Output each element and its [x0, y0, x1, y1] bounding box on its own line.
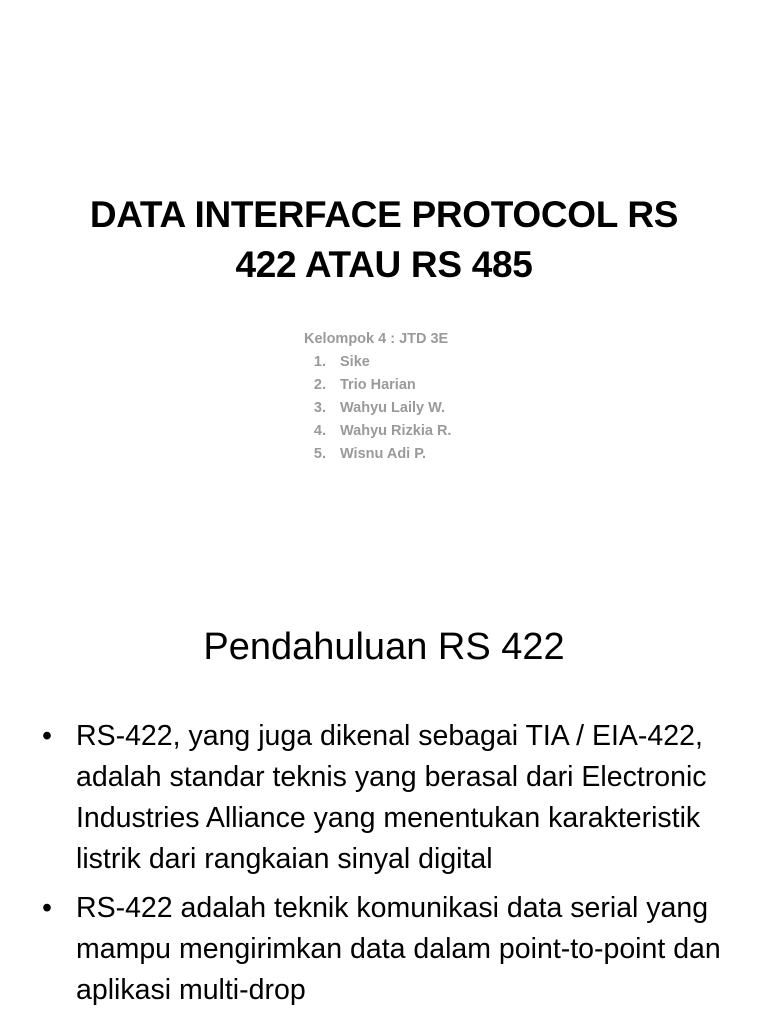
group-label: Kelompok 4 : JTD 3E	[304, 331, 449, 347]
member-number: 3.	[313, 400, 326, 416]
bullet-marker: •	[42, 720, 52, 752]
list-item	[300, 443, 560, 466]
member-number: 2.	[313, 377, 326, 393]
bullet-item	[36, 888, 736, 1011]
slide-title	[40, 190, 728, 290]
member-name: Wahyu Laily W.	[340, 400, 446, 416]
group-info	[300, 328, 560, 466]
content-slide	[0, 590, 768, 1024]
bullet-text: RS-422, yang juga dikenal sebagai TIA / EIA-422, adalah standar teknis yang berasal dari Electronic Industries Alliance yang menentukan karakteristik listrik dari rangkaian sinyal digital	[76, 720, 707, 875]
member-list	[300, 351, 560, 466]
list-item	[300, 397, 560, 420]
list-item	[300, 374, 560, 397]
member-number: 5.	[313, 446, 326, 462]
member-name: Wisnu Adi P.	[340, 446, 427, 462]
member-name: Sike	[340, 354, 370, 370]
member-name: Trio Harian	[340, 377, 416, 393]
member-number: 1.	[313, 354, 326, 370]
list-item	[300, 351, 560, 374]
bullet-list	[36, 716, 736, 1019]
member-number: 4.	[313, 423, 326, 439]
bullet-text: RS-422 adalah teknik komunikasi data serial yang mampu mengirimkan data dalam point-to-point dan aplikasi multi-drop	[76, 892, 721, 1006]
list-item	[300, 420, 560, 443]
bullet-item	[36, 716, 736, 880]
section-title: Pendahuluan RS 422	[203, 626, 565, 668]
title-line-2: 422 ATAU RS 485	[235, 244, 533, 285]
bullet-marker: •	[42, 892, 52, 924]
member-name: Wahyu Rizkia R.	[340, 423, 452, 439]
title-line-1: DATA INTERFACE PROTOCOL RS	[89, 194, 679, 235]
